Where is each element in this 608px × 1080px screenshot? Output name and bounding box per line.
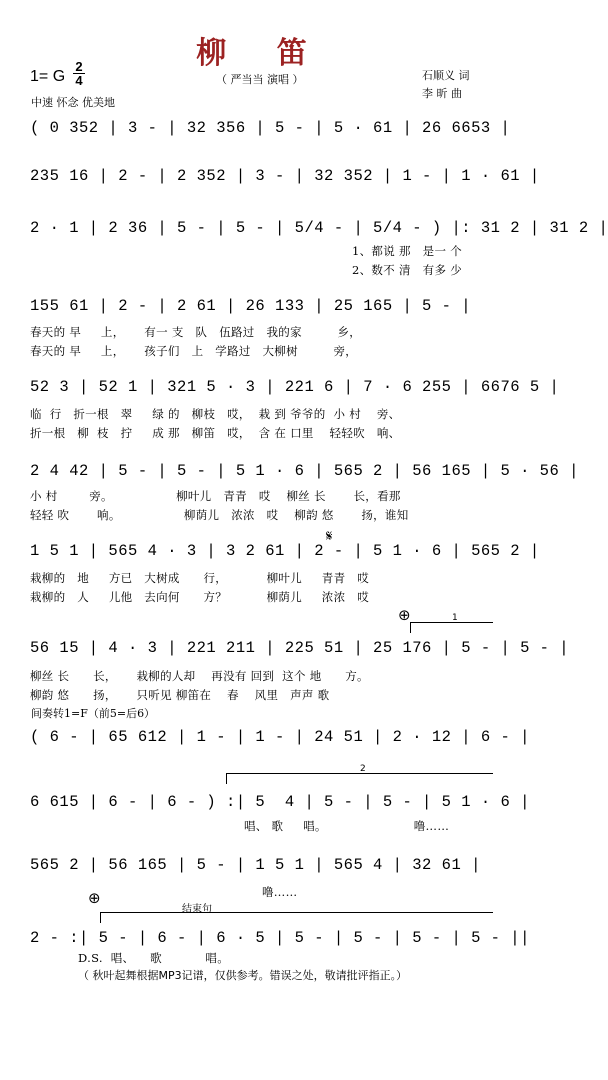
time-signature xyxy=(73,60,85,87)
score-line-2 xyxy=(30,163,540,189)
notation-line: 2 4 42 | 5 - | 5 - | 5 1 · 6 | 565 2 | 56 165 | 5 · 56 | xyxy=(30,462,579,480)
meter-top: 2 xyxy=(73,60,85,74)
score-line-4 xyxy=(30,293,500,319)
lyric-line: 栽柳的 地 方已 大树成 行， 柳叶儿 青青 哎 xyxy=(30,571,370,585)
lyric-line: 噜…… xyxy=(262,885,298,899)
lyric-line: 柳丝 长 长， 栽柳的人却 再没有 回到 这个 地 方。 xyxy=(30,669,369,683)
notation-line: 52 3 | 52 1 | 321 5 · 3 | 221 6 | 7 · 6 255 | 6676 5 | xyxy=(30,378,560,396)
lyric-line: 栽柳的 人 儿他 去向何 方？ 柳荫儿 浓浓 哎 xyxy=(30,590,370,604)
notation-line: 1 5 1 | 565 4 · 3 | 3 2 61 | 2 - | 5 1 · 6 | 565 2 | xyxy=(30,542,540,560)
lyric-line: 轻轻 吹 响。 柳荫儿 浓浓 哎 柳韵 悠 扬，谁知 xyxy=(30,508,409,522)
lyric-line: 唱、 歌 唱。 噜…… xyxy=(244,819,450,833)
lyric-line: 小 村 旁。 柳叶儿 青青 哎 柳丝 长 长，看那 xyxy=(30,489,401,503)
notation-line: 56 15 | 4 · 3 | 221 211 | 225 51 | 25 176 | 5 - | 5 - | xyxy=(30,639,570,657)
lyric-line: 折一根 柳 枝 拧 成 那 柳笛 哎， 含 在 口里 轻轻吹 响、 xyxy=(30,426,401,440)
ending-number: 1 xyxy=(452,613,458,623)
key-change-note: 间奏转1=F（前5=后6） xyxy=(31,707,156,720)
segno-symbol: 𝄋 xyxy=(326,527,333,545)
song-title: 柳 笛 xyxy=(196,36,327,71)
verse-label-2: 2、数不 清 有多 少 xyxy=(352,263,462,277)
tempo-marking: 中速 怀念 优美地 xyxy=(31,96,115,109)
coda-symbol: ⊕ xyxy=(88,889,101,907)
notation-line: 565 2 | 56 165 | 5 - | 1 5 1 | 565 4 | 32 61 | xyxy=(30,856,481,874)
notation-line: 2 · 1 | 2 36 | 5 - | 5 - | 5/4 - | 5/4 - ) |: 31 2 | 31 2 | xyxy=(30,219,608,237)
lyric-line: 春天的 早 上， 孩子们 上 学路过 大柳树 旁， xyxy=(30,344,358,358)
score-line-10 xyxy=(30,789,530,815)
key-signature: 1= G xyxy=(30,68,66,85)
score-line-6 xyxy=(30,458,579,484)
notation-line: 155 61 | 2 - | 2 61 | 26 133 | 25 165 | 5 - | xyxy=(30,297,472,315)
score-line-11 xyxy=(30,852,500,878)
coda-symbol: ⊕ xyxy=(398,606,411,624)
notation-line: ( 0 352 | 3 - | 32 356 | 5 - | 5 · 61 | 26 6653 | xyxy=(30,119,511,137)
composer-credit: 李 昕 曲 xyxy=(422,87,462,100)
lyricist-credit: 石顺义 词 xyxy=(422,69,470,82)
performer-credit: （ 严当当 演唱 ） xyxy=(216,73,304,86)
meter-bottom: 4 xyxy=(75,73,83,88)
score-line-3 xyxy=(30,215,608,241)
second-ending-bracket xyxy=(226,764,493,784)
score-line-8 xyxy=(30,635,570,661)
final-section-label: 结束句 xyxy=(182,904,212,915)
lyric-line: D.S. 唱、 歌 唱。 xyxy=(78,951,230,965)
lyric-line: 柳韵 悠 扬， 只听见 柳笛在 春 风里 声声 歌 xyxy=(30,688,330,702)
score-line-5 xyxy=(30,374,560,400)
score-line-9 xyxy=(30,724,530,750)
notation-line: 235 16 | 2 - | 2 352 | 3 - | 32 352 | 1 - | 1 · 61 | xyxy=(30,167,540,185)
score-line-12 xyxy=(30,925,530,951)
footer-note: （ 秋叶起舞根据MP3记谱，仅供参考。错误之处，敬请批评指正。） xyxy=(78,969,408,982)
first-ending-bracket xyxy=(410,613,493,633)
score-line-7 xyxy=(30,538,540,564)
score-line-1 xyxy=(30,115,511,141)
verse-label-1: 1、都说 那 是一 个 xyxy=(352,244,462,258)
notation-line: ( 6 - | 65 612 | 1 - | 1 - | 24 51 | 2 · 12 | 6 - | xyxy=(30,728,530,746)
notation-line: 6 615 | 6 - | 6 - ) :| 5 4 | 5 - | 5 - | 5 1 · 6 | xyxy=(30,793,530,811)
lyric-line: 临 行 折一根 翠 绿 的 柳枝 哎， 栽 到 爷爷的 小 村 旁、 xyxy=(30,407,401,421)
lyric-line: 春天的 早 上， 有一 支 队 伍路过 我的家 乡， xyxy=(30,325,362,339)
ending-number: 2 xyxy=(360,764,366,774)
final-bracket xyxy=(100,912,493,923)
notation-line: 2 - :| 5 - | 6 - | 6 · 5 | 5 - | 5 - | 5 - | 5 - || xyxy=(30,929,530,947)
